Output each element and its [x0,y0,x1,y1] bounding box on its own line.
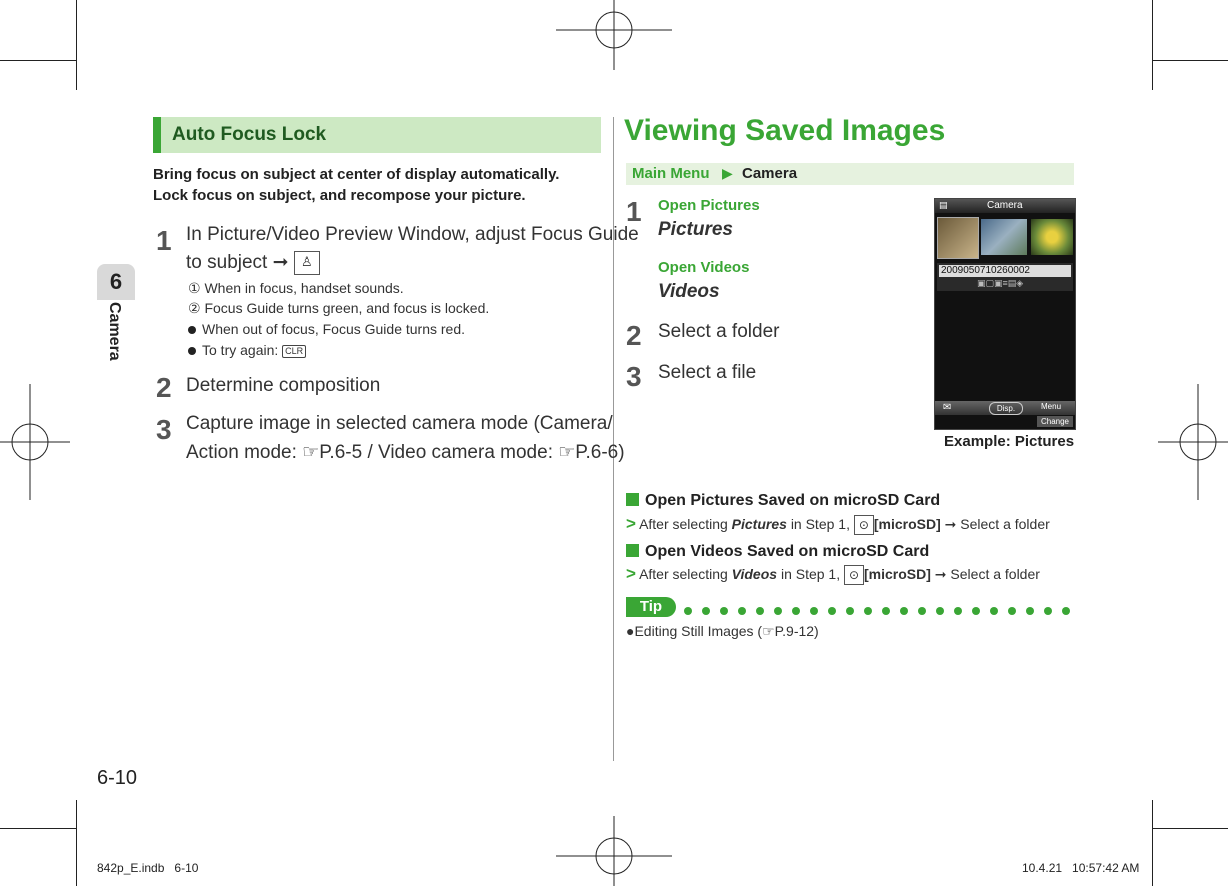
step-number: 2 [626,320,642,351]
sub1-title-text: Open Pictures Saved on microSD Card [645,492,941,509]
square-bullet-icon [626,493,639,506]
chapter-name: Camera [106,302,123,361]
sub1-instruction [626,514,1050,535]
registration-mark-bottom [556,816,672,886]
step-number: 3 [156,414,172,445]
sub2-end: ➞ Select a folder [934,566,1040,582]
arrow-icon: ➞ [272,252,289,274]
sub2-prefix: After selecting [639,566,728,582]
page-number: 6-10 [97,767,138,789]
step2-text: Determine composition [186,375,381,396]
folder-icon: ▤ [939,200,948,210]
sub1-mid: in Step 1, [790,516,850,532]
step-number: 1 [626,196,642,227]
sub2-title [626,543,929,561]
page-title: Viewing Saved Images [624,114,946,147]
sub2-italic: Videos [731,566,778,582]
crop-mark [1152,0,1153,90]
phone-softkey-bar [935,401,1075,415]
crop-mark [0,60,76,61]
bullet-icon [188,326,196,334]
note-1: ① When in focus, handset sounds. [188,280,404,296]
step1-line2-text: to subject [186,252,268,274]
bullet-icon [188,347,196,355]
step-number: 3 [626,361,642,392]
crop-mark [1152,60,1228,61]
note-2: ② Focus Guide turns green, and focus is locked. [188,300,490,316]
file-status-icons: ▣▢▣≡▤◈ [977,278,1024,288]
phone-header: Camera [987,200,1023,211]
thumbnail-landscape [981,219,1027,255]
person-icon: ♙ [294,251,320,275]
section-header [153,117,601,153]
chevron-icon: > [626,514,636,533]
sub1-key: [microSD] [873,516,941,532]
menu-path-camera: Camera [742,165,798,182]
clr-key-icon: CLR [282,345,306,358]
registration-mark-top [556,0,672,70]
crop-mark [0,828,76,829]
sub2-title-text: Open Videos Saved on microSD Card [645,543,930,560]
thumbnail-flower [1031,219,1073,255]
crop-mark [1152,800,1153,886]
step3-text: Select a file [658,362,757,383]
bullet-1-text: When out of focus, Focus Guide turns red. [202,321,466,337]
step3-line2: Action mode: ☞P.6-5 / Video camera mode: ☞P.6-6) [186,442,625,463]
menu-path [626,163,1074,185]
phone-change-key: Change [1037,416,1073,427]
phone-screen [934,198,1076,430]
step1-line1: In Picture/Video Preview Window, adjust Focus Guide [186,224,639,245]
sub1-prefix: After selecting [639,516,728,532]
chapter-number: 6 [97,264,135,300]
menu-arrow-icon: ▶ [722,165,733,181]
camera-key-icon: ⊙ [844,565,864,585]
phone-header-bar [935,199,1075,213]
bullet-2-text: To try again: [202,342,279,358]
bullet-1 [188,321,465,337]
mail-icon: ✉ [943,402,952,413]
tip-text: ●Editing Still Images (☞P.9-12) [626,623,819,639]
section-title: Auto Focus Lock [172,124,327,145]
tip-dots [684,602,1080,620]
column-divider [613,117,614,761]
videos-label: Videos [658,281,720,302]
sub2-instruction [626,564,1040,585]
registration-mark-right [1158,384,1228,500]
phone-filename: 2009050710260002 [939,265,1071,277]
thumbnail-dog [937,217,979,259]
menu-path-main: Main Menu [632,165,710,182]
square-bullet-icon [626,544,639,557]
sub1-title [626,492,940,510]
sub2-key: [microSD] [864,566,931,582]
footer-timestamp: 10.4.21 10:57:42 AM [1022,861,1140,875]
step3-line1: Capture image in selected camera mode (Camera/ [186,413,613,434]
sub1-end: ➞ Select a folder [944,516,1050,532]
step1-line2 [186,251,320,275]
chevron-icon: > [626,564,636,583]
sub2-mid: in Step 1, [780,566,841,582]
bullet-2 [188,342,306,358]
step-number: 1 [156,225,172,256]
open-videos-label: Open Videos [658,259,750,276]
chapter-tab [97,298,135,368]
step2-text: Select a folder [658,321,780,342]
crop-mark [76,800,77,886]
crop-mark [1152,828,1228,829]
tip-label: Tip [626,597,676,617]
camera-key-icon: ⊙ [854,515,874,535]
intro-line-2: Lock focus on subject, and recompose your picture. [153,187,526,204]
section-marker [153,117,161,153]
footer-file: 842p_E.indb 6-10 [97,861,199,875]
phone-disp-key: Disp. [989,402,1023,415]
intro-line-1: Bring focus on subject at center of display automatically. [153,166,560,183]
pictures-label: Pictures [658,219,733,240]
step-number: 2 [156,372,172,403]
file-info-bar [937,263,1073,291]
phone-menu-key: Menu [1041,402,1062,411]
sub1-italic: Pictures [731,516,787,532]
open-pictures-label: Open Pictures [658,197,760,214]
crop-mark [76,0,77,90]
image-caption: Example: Pictures [944,433,1075,450]
registration-mark-left [0,384,70,500]
